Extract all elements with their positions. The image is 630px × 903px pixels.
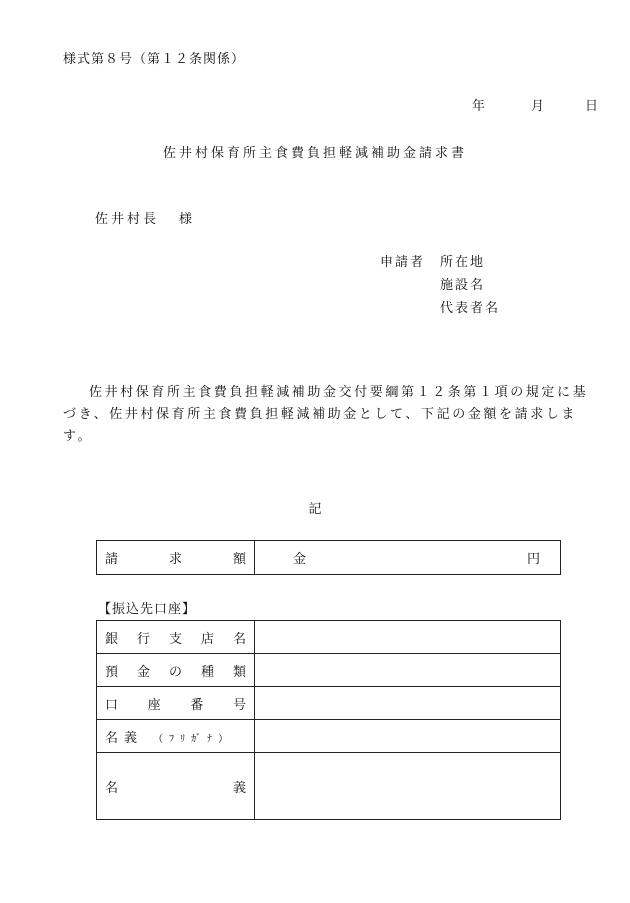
amount-table [96, 540, 561, 575]
table-row [97, 654, 561, 687]
body-text: 佐井村保育所主食費負担軽減補助金交付要綱第１２条第１項の規定に基づき、佐井村保育所主食費負担軽減補助金として、下記の金額を請求します。 [63, 385, 589, 444]
form-number: 様式第８号（第１２条関係） [63, 52, 246, 67]
label-char: 額 [232, 552, 246, 567]
account-number-label [97, 687, 255, 720]
ki-heading: 記 [308, 502, 322, 517]
label-char: 名 [232, 631, 246, 647]
label-furigana: （ﾌﾘｶﾞﾅ） [153, 733, 235, 745]
label-char: 号 [232, 697, 246, 713]
label-char: 請 [105, 552, 119, 567]
date-month: 月 [531, 99, 545, 114]
applicant-facility-label: 施設名 [440, 278, 486, 293]
account-number-value[interactable] [255, 687, 561, 720]
addressee-honorific: 様 [179, 212, 196, 227]
label-char: 番 [190, 697, 204, 713]
account-holder-label [97, 753, 255, 820]
date-year: 年 [472, 99, 486, 114]
label-char: 預 [105, 664, 119, 680]
applicant-representative-label: 代表者名 [440, 301, 501, 316]
account-holder-value[interactable] [255, 753, 561, 820]
document-title: 佐井村保育所主食費負担軽減補助金請求書 [162, 146, 467, 161]
label-char: 銀 [105, 631, 119, 647]
label-char: の [168, 664, 182, 680]
addressee [95, 208, 195, 227]
account-holder-kana-label [97, 720, 255, 753]
table-row [97, 753, 561, 820]
label-char: 義 [232, 780, 246, 796]
applicant-address-label: 所在地 [440, 255, 486, 270]
amount-prefix: 金 [293, 552, 307, 567]
bank-branch-value[interactable] [255, 621, 561, 654]
addressee-name: 佐井村長 [95, 212, 160, 227]
bank-branch-label [97, 621, 255, 654]
table-row [97, 720, 561, 753]
label-main: 名義 [105, 730, 144, 746]
date-day: 日 [585, 99, 599, 114]
bank-table [96, 620, 561, 820]
label-char: 行 [136, 631, 150, 647]
account-holder-kana-value[interactable] [255, 720, 561, 753]
label-char: 支 [168, 631, 182, 647]
table-row [97, 687, 561, 720]
label-char: 金 [136, 664, 150, 680]
deposit-type-label [97, 654, 255, 687]
amount-row [97, 541, 561, 575]
amount-label [97, 541, 255, 575]
table-row [97, 621, 561, 654]
label-char: 座 [147, 697, 161, 713]
amount-value-cell[interactable] [255, 541, 561, 575]
amount-unit: 円 [526, 552, 540, 567]
label-char: 口 [105, 697, 119, 713]
deposit-type-value[interactable] [255, 654, 561, 687]
label-char: 種 [200, 664, 214, 680]
label-char: 名 [105, 780, 119, 796]
label-char: 類 [232, 664, 246, 680]
applicant-label: 申請者 [380, 255, 426, 270]
label-char: 求 [168, 552, 182, 567]
label-char: 店 [200, 631, 214, 647]
bank-caption: 【振込先口座】 [98, 602, 197, 617]
